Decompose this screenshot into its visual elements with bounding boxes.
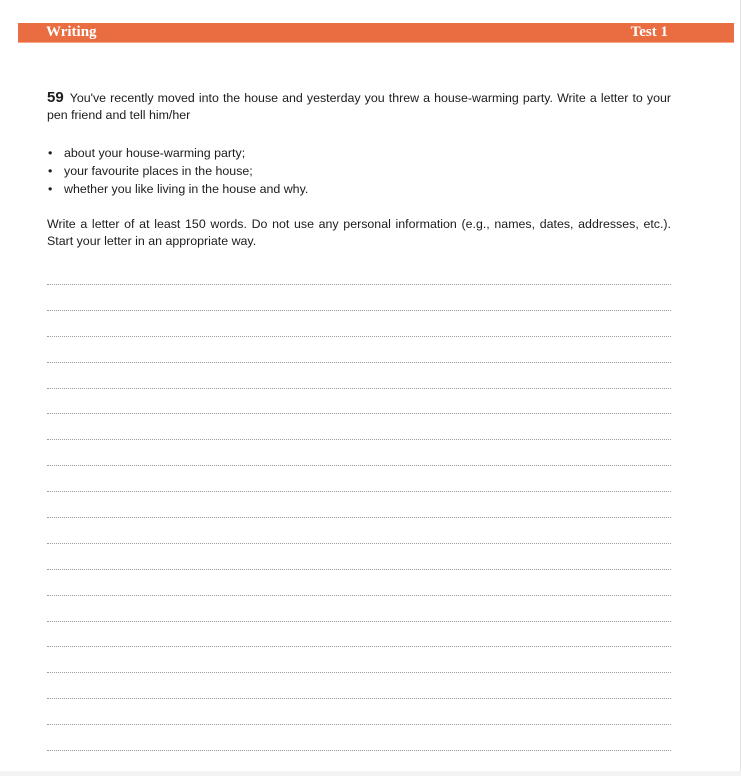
- answer-line: [47, 439, 671, 440]
- task-instructions: Write a letter of at least 150 words. Do not use any personal information (e.g., names, dates, addresses, etc.). Start your letter in an appropriate way.: [47, 217, 671, 248]
- task-prompt: You've recently moved into the house and yesterday you threw a house-warming party. Write a letter to your pen friend and tell him/her: [47, 91, 671, 122]
- section-title: Writing: [46, 24, 97, 40]
- answer-line: [47, 621, 671, 622]
- header-bar: [18, 23, 734, 42]
- answer-area: [47, 284, 671, 776]
- answer-line: [47, 388, 671, 389]
- answer-line: [47, 362, 671, 363]
- task-prompt-paragraph: [47, 89, 671, 124]
- task-number: 59: [47, 89, 64, 106]
- answer-line: [47, 543, 671, 544]
- answer-line: [47, 465, 671, 466]
- answer-line: [47, 750, 671, 751]
- bullet-item: [47, 144, 671, 162]
- bullet-item: [47, 180, 671, 198]
- test-label: Test 1: [630, 24, 668, 40]
- bullet-icon: •: [48, 164, 53, 178]
- task-content: [47, 89, 671, 250]
- answer-line: [47, 336, 671, 337]
- answer-line: [47, 672, 671, 673]
- answer-line: [47, 724, 671, 725]
- answer-line: [47, 595, 671, 596]
- bullet-text: whether you like living in the house and why.: [64, 182, 309, 196]
- bullet-item: [47, 162, 671, 180]
- answer-line: [47, 413, 671, 414]
- answer-line: [47, 491, 671, 492]
- bullet-text: your favourite places in the house;: [64, 164, 253, 178]
- bullet-icon: •: [48, 146, 53, 160]
- answer-line: [47, 517, 671, 518]
- answer-line: [47, 698, 671, 699]
- answer-line: [47, 284, 671, 285]
- task-bullet-list: [47, 144, 671, 198]
- answer-line: [47, 569, 671, 570]
- bullet-icon: •: [48, 182, 53, 196]
- bullet-text: about your house-warming party;: [64, 146, 246, 160]
- answer-line: [47, 310, 671, 311]
- answer-line: [47, 646, 671, 647]
